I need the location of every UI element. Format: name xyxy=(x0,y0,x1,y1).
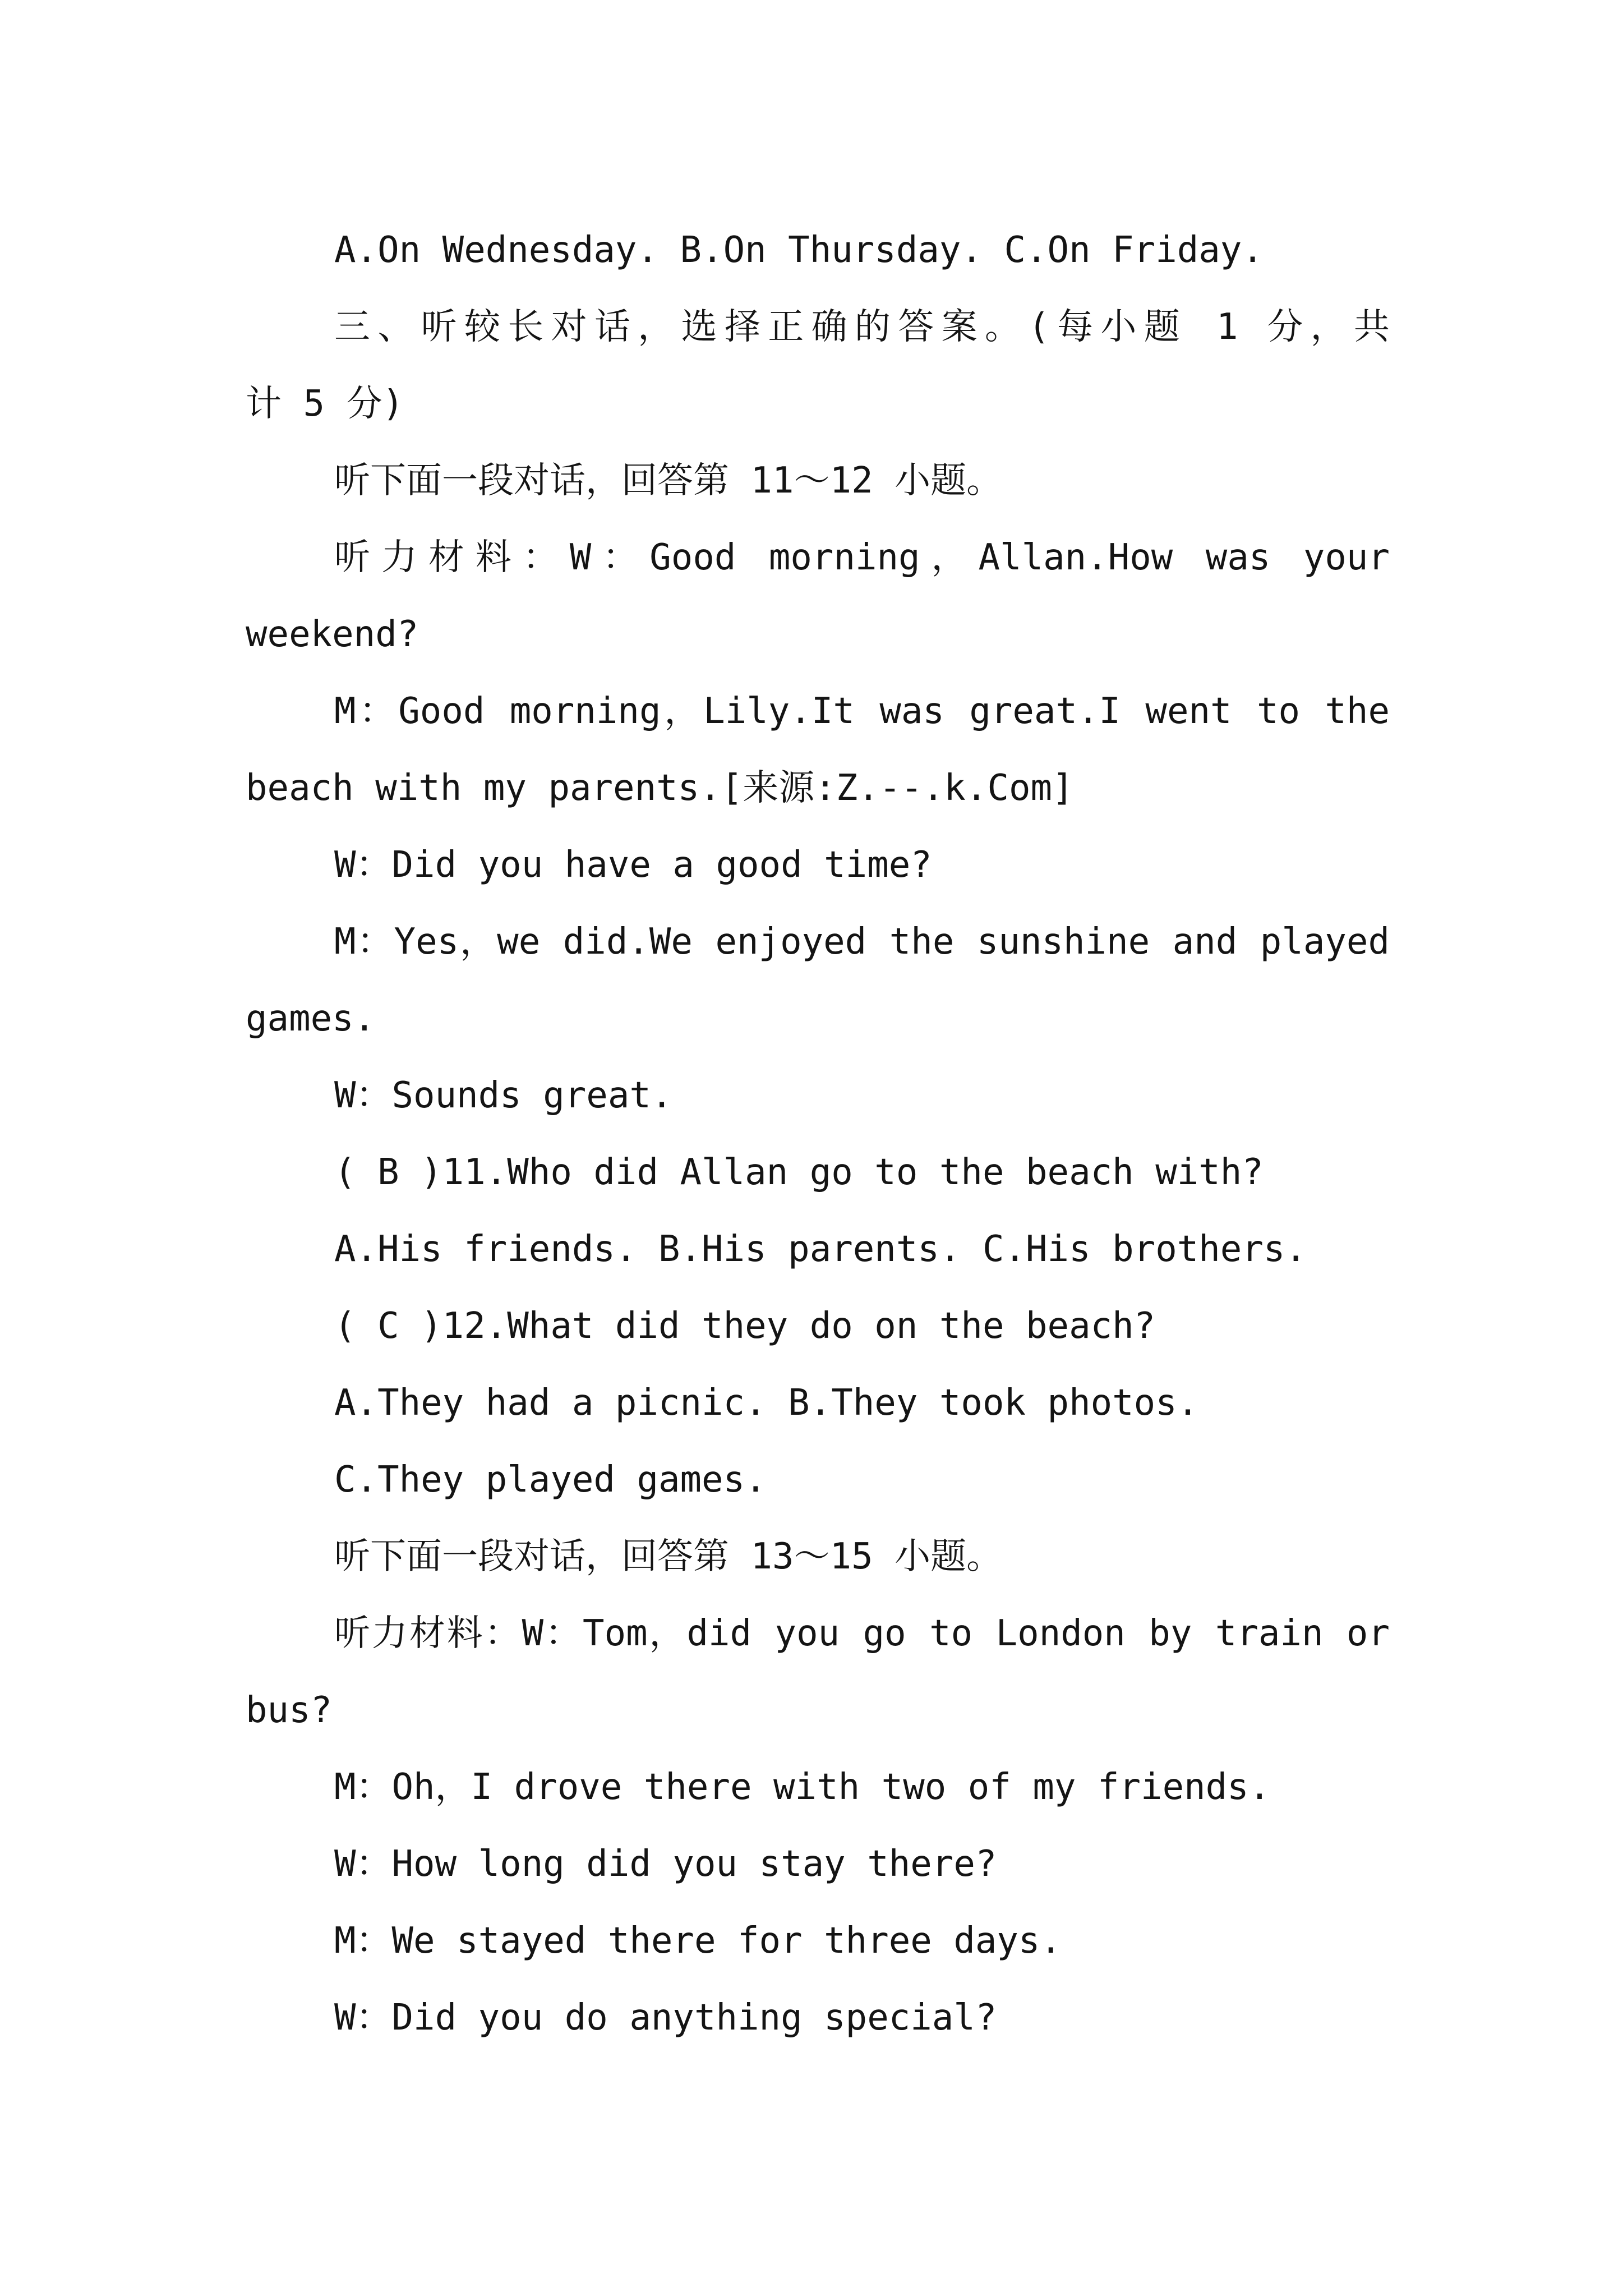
instruction-line: 听下面一段对话，回答第 11～12 小题。 xyxy=(334,460,1003,501)
answer-options: A.They had a picnic. B.They took photos. xyxy=(334,1382,1199,1424)
text-line: A.On Wednesday. B.On Thursday. C.On Friday. xyxy=(334,229,1264,271)
question-line: ( B )11.Who did Allan go to the beach with? xyxy=(334,1152,1264,1193)
dialogue-line: bus? xyxy=(246,1690,333,1731)
dialogue-line: M：Oh，I drove there with two of my friends. xyxy=(334,1766,1271,1808)
text-line: 计 5 分) xyxy=(246,383,404,425)
dialogue-line: W：Did you do anything special? xyxy=(334,1997,997,2039)
dialogue-line: games. xyxy=(246,998,376,1039)
dialogue-line: W：Sounds great. xyxy=(334,1075,673,1116)
dialogue-line: 听力材料：W：Good morning，Allan.How was your xyxy=(334,537,1390,578)
instruction-line: 听下面一段对话，回答第 13～15 小题。 xyxy=(334,1536,1003,1577)
answer-options: A.His friends. B.His parents. C.His brothers. xyxy=(334,1228,1307,1270)
dialogue-line: W：Did you have a good time? xyxy=(334,844,932,886)
dialogue-line: M：Yes，we did.We enjoyed the sunshine and played xyxy=(334,921,1390,963)
section-heading: 三、听较长对话，选择正确的答案。(每小题 1 分，共 xyxy=(334,306,1390,348)
answer-options: C.They played games. xyxy=(334,1459,767,1501)
dialogue-line: M：We stayed there for three days. xyxy=(334,1920,1062,1962)
dialogue-line: weekend? xyxy=(246,614,419,655)
dialogue-line: 听力材料：W：Tom，did you go to London by train or xyxy=(334,1613,1390,1654)
dialogue-line: W：How long did you stay there? xyxy=(334,1843,997,1885)
document-body xyxy=(246,212,1390,2056)
dialogue-line: M：Good morning，Lily.It was great.I went to the xyxy=(334,691,1390,732)
dialogue-line: beach with my parents.[来源:Z.--.k.Com] xyxy=(246,767,1074,809)
question-line: ( C )12.What did they do on the beach? xyxy=(334,1305,1156,1347)
